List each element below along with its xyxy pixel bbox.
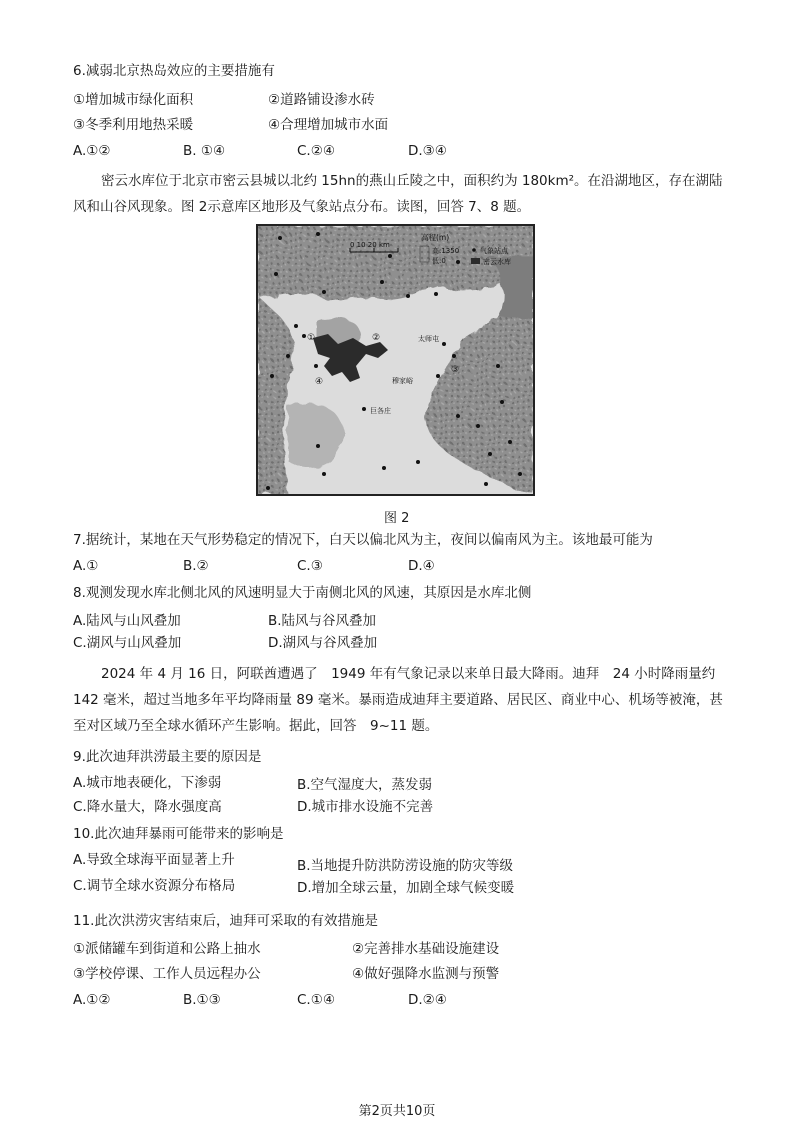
q8-option-b: B.陆风与谷风叠加 [268,613,377,629]
q6-item-1: ①增加城市绿化面积 [73,92,194,108]
q6-option-b: B. ①④ [183,143,226,159]
q7-option-b: B.② [183,558,209,574]
q6-option-c: C.②④ [297,143,335,159]
q11-option-b: B.①③ [183,992,221,1008]
q7-stem: 7.据统计，某地在天气形势稳定的情况下，白天以偏北风为主，夜间以偏南风为主。该地最可能为 [73,532,653,548]
q8-option-c: C.湖风与山风叠加 [73,635,182,651]
q10-option-c: C.调节全球水资源分布格局 [73,878,236,894]
q10-option-d: D.增加全球云量，加剧全球气候变暖 [297,880,515,896]
q11-option-d: D.②④ [408,992,447,1008]
q6-item-2: ②道路铺设渗水砖 [268,92,375,108]
q11-item-4: ④做好强降水监测与预警 [352,966,500,982]
legend-title: 高程(m) [421,233,450,242]
q10-stem: 10.此次迪拜暴雨可能带来的影响是 [73,826,284,842]
q11-option-c: C.①④ [297,992,335,1008]
q6-stem: 6.减弱北京热岛效应的主要措施有 [73,63,275,79]
page-footer: 第2页共10页 [358,1104,436,1119]
legend-station: 气象站点 [480,247,508,255]
figure-2-map [256,224,535,496]
q11-item-2: ②完善排水基础设施建设 [352,941,500,957]
q11-stem: 11.此次洪涝灾害结束后，迪拜可采取的有效措施是 [73,913,378,929]
q7-option-a: A.① [73,558,99,574]
q7-option-d: D.④ [408,558,435,574]
q7-option-c: C.③ [297,558,323,574]
q9-option-d: D.城市排水设施不完善 [297,799,434,815]
legend-low: 低:0 [432,257,446,265]
place-taishitun: 太师屯 [418,335,439,343]
marker-3: ③ [451,365,460,375]
marker-2: ② [372,333,381,343]
place-juge: 巨各庄 [370,407,391,415]
q8-option-d: D.湖风与谷风叠加 [268,635,378,651]
figure-caption: 图 2 [384,511,410,526]
q8-stem: 8.观测发现水库北侧北风的风速明显大于南侧北风的风速，其原因是水库北侧 [73,585,532,601]
legend-reservoir: 密云水库 [483,258,511,266]
q6-item-4: ④合理增加城市水面 [268,117,389,133]
q10-option-a: A.导致全球海平面显著上升 [73,852,235,868]
q9-option-c: C.降水量大，降水强度高 [73,799,222,815]
scale-label: 0 10 20 km [350,241,390,249]
q9-stem: 9.此次迪拜洪涝最主要的原因是 [73,749,262,765]
q11-option-a: A.①② [73,992,111,1008]
intro-9-11: 2024 年 4 月 16 日，阿联酋遭遇了 1949 年有气象记录以来单日最大降雨。迪拜 24 小时降雨量约 142 毫米，超过当地多年平均降雨量 89 毫米。暴雨造成迪拜主要道路、居民区、商业中心、机场等被淹，甚至对区域乃至全球水循环产生影响。据此，回答 9~11 题。 [73,666,729,734]
q6-option-d: D.③④ [408,143,447,159]
marker-1: ① [307,333,316,343]
q8-option-a: A.陆风与山风叠加 [73,613,181,629]
marker-4: ④ [315,377,324,387]
intro-7-8: 密云水库位于北京市密云县城以北约 15hn的燕山丘陵之中，面积约为 180km²。在沿湖地区，存在湖陆风和山谷风现象。图 2示意库区地形及气象站点分布。读图，回答 7、8 题。 [73,173,723,215]
q6-option-a: A.①② [73,143,111,159]
q6-item-3: ③冬季利用地热采暖 [73,117,194,133]
q10-option-b: B.当地提升防洪防涝设施的防灾等级 [297,858,514,874]
q9-option-a: A.城市地表硬化，下渗弱 [73,775,222,791]
place-mujiayu: 穆家峪 [392,377,413,385]
q11-item-3: ③学校停课、工作人员远程办公 [73,966,261,982]
q9-option-b: B.空气湿度大，蒸发弱 [297,777,433,793]
legend-high: 高:1350 [432,247,460,255]
q11-item-1: ①派储罐车到街道和公路上抽水 [73,941,261,957]
